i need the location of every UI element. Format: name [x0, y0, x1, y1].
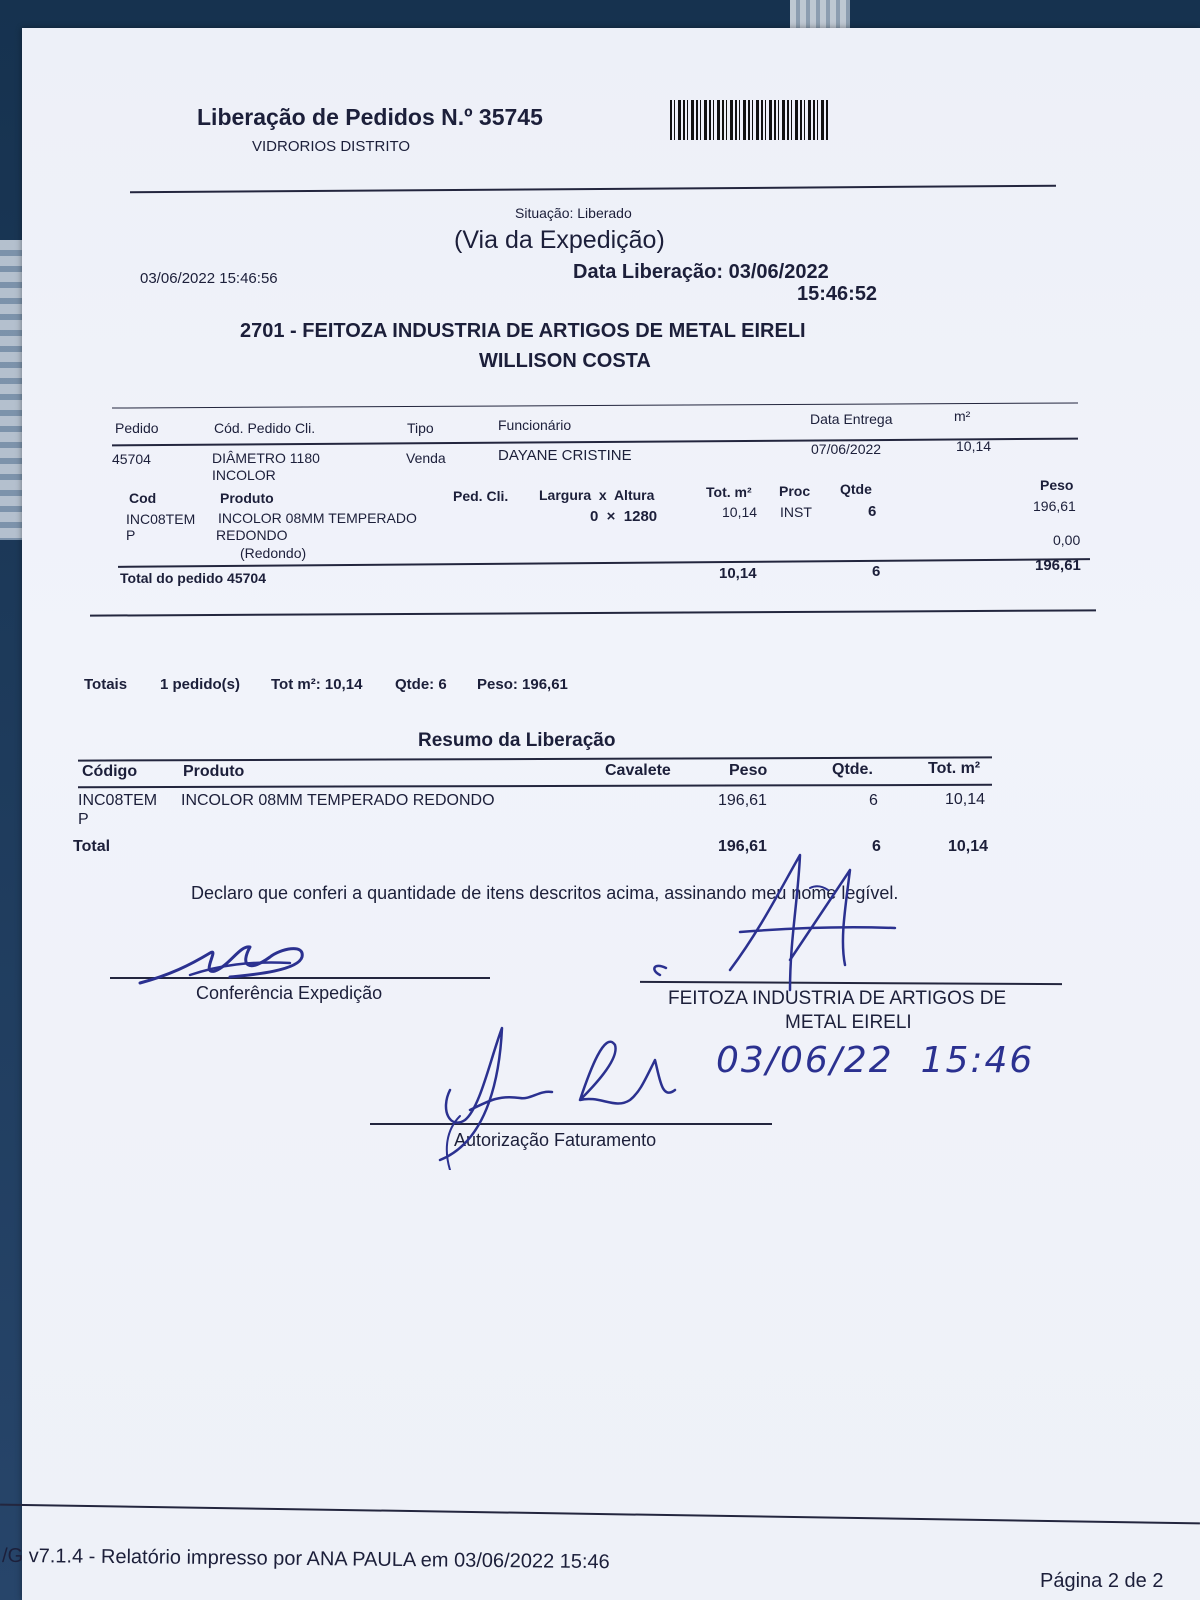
- funcionario-value: DAYANE CRISTINE: [498, 447, 632, 464]
- item-produto-line3: (Redondo): [240, 545, 307, 561]
- via-label: (Via da Expedição): [454, 226, 665, 254]
- release-time: 15:46:52: [797, 283, 878, 305]
- resumo-tot-m2: 10,14: [945, 791, 986, 808]
- item-proc: INST: [780, 504, 812, 520]
- cod-pedido-cli-line1: DIÂMETRO 1180: [212, 450, 320, 466]
- resumo-header-peso: Peso: [729, 762, 768, 779]
- item-header-cod: Cod: [129, 490, 157, 506]
- resumo-codigo-line1: INC08TEM: [78, 792, 158, 809]
- m2-value: 10,14: [956, 438, 992, 454]
- totais-qtde: Qtde: 6: [395, 676, 447, 693]
- resumo-title: Resumo da Liberação: [418, 730, 616, 751]
- item-header-dimensions: Largura x Altura: [539, 487, 655, 503]
- item-produto-line2: REDONDO: [216, 527, 288, 543]
- item-qtde: 6: [868, 503, 877, 520]
- pedido-total-m2: 10,14: [719, 565, 757, 582]
- client-contact: WILLISON COSTA: [479, 350, 651, 372]
- totais-m2: Tot m²: 10,14: [271, 676, 363, 693]
- declaration-text: Declaro que conferi a quantidade de itens descritos acima, assinando meu nome legível.: [191, 883, 899, 903]
- tipo-value: Venda: [406, 450, 446, 466]
- pedido-total-peso: 196,61: [1035, 557, 1081, 574]
- item-cod-line2: P: [126, 527, 136, 543]
- resumo-header-produto: Produto: [183, 763, 245, 780]
- signature-label-autorizacao: Autorização Faturamento: [454, 1130, 657, 1150]
- status-text: Situação: Liberado: [515, 205, 632, 221]
- item-dimensions: 0 × 1280: [590, 508, 658, 525]
- totais-peso: Peso: 196,61: [477, 676, 568, 693]
- document-title: Liberação de Pedidos N.º 35745: [197, 104, 543, 130]
- item-header-peso: Peso: [1040, 477, 1074, 493]
- resumo-total-tot-m2: 10,14: [948, 838, 989, 855]
- pedido-total-qtde: 6: [872, 563, 881, 580]
- signature-label-cliente-line2: METAL EIRELI: [785, 1012, 912, 1033]
- signature-label-conferencia: Conferência Expedição: [196, 983, 383, 1003]
- client-name: 2701 - FEITOZA INDUSTRIA DE ARTIGOS DE METAL EIRELI: [240, 320, 806, 342]
- item-header-ped-cli: Ped. Cli.: [453, 488, 509, 504]
- page-number: Página 2 de 2: [1040, 1570, 1164, 1592]
- resumo-produto: INCOLOR 08MM TEMPERADO REDONDO: [181, 792, 495, 809]
- resumo-qtde: 6: [869, 792, 878, 809]
- signature-autorizacao-scribble: [430, 1020, 700, 1170]
- resumo-peso: 196,61: [718, 792, 767, 809]
- col-header-tipo: Tipo: [407, 420, 434, 436]
- col-header-m2: m²: [954, 408, 971, 424]
- signature-conferencia-scribble: [130, 935, 330, 995]
- printed-timestamp: 03/06/2022 15:46:56: [140, 270, 278, 287]
- resumo-total-peso: 196,61: [718, 838, 767, 855]
- item-header-produto: Produto: [220, 490, 274, 506]
- resumo-header-qtde: Qtde.: [832, 761, 873, 778]
- item-peso-secondary: 0,00: [1053, 532, 1081, 548]
- barcode: [670, 100, 830, 140]
- item-header-proc: Proc: [779, 483, 811, 499]
- handwritten-date: 03/06/22 15:46: [716, 1040, 1035, 1081]
- resumo-header-codigo: Código: [82, 763, 138, 780]
- item-header-qtde: Qtde: [840, 481, 872, 497]
- totais-label: Totais: [84, 676, 128, 693]
- signature-label-cliente-line1: FEITOZA INDUSTRIA DE ARTIGOS DE: [668, 988, 1007, 1009]
- data-entrega-value: 07/06/2022: [811, 441, 882, 457]
- pedido-number: 45704: [112, 451, 151, 467]
- footer-printed-by: /G v7.1.4 - Relatório impresso por ANA PAULA em 03/06/2022 15:46: [1, 1544, 610, 1574]
- company-name: VIDRORIOS DISTRITO: [252, 138, 411, 155]
- col-header-data-entrega: Data Entrega: [810, 411, 893, 427]
- resumo-header-cavalete: Cavalete: [605, 762, 671, 779]
- signature-cliente-scribble: [640, 850, 900, 1000]
- item-cod-line1: INC08TEM: [126, 511, 196, 527]
- item-header-tot-m2: Tot. m²: [706, 484, 752, 500]
- resumo-total-qtde: 6: [872, 838, 881, 855]
- item-peso: 196,61: [1033, 498, 1076, 514]
- release-date: Data Liberação: 03/06/2022: [573, 261, 829, 283]
- totais-pedidos: 1 pedido(s): [160, 676, 241, 693]
- pedido-total-label: Total do pedido 45704: [120, 570, 266, 586]
- col-header-cod-pedido-cli: Cód. Pedido Cli.: [214, 420, 316, 436]
- col-header-funcionario: Funcionário: [498, 417, 572, 433]
- item-tot-m2: 10,14: [722, 504, 758, 520]
- resumo-total-label: Total: [73, 838, 111, 855]
- resumo-header-tot-m2: Tot. m²: [928, 760, 981, 777]
- cod-pedido-cli-line2: INCOLOR: [212, 467, 276, 483]
- col-header-pedido: Pedido: [115, 420, 159, 436]
- resumo-codigo-line2: P: [78, 811, 89, 828]
- item-produto-line1: INCOLOR 08MM TEMPERADO: [218, 510, 417, 526]
